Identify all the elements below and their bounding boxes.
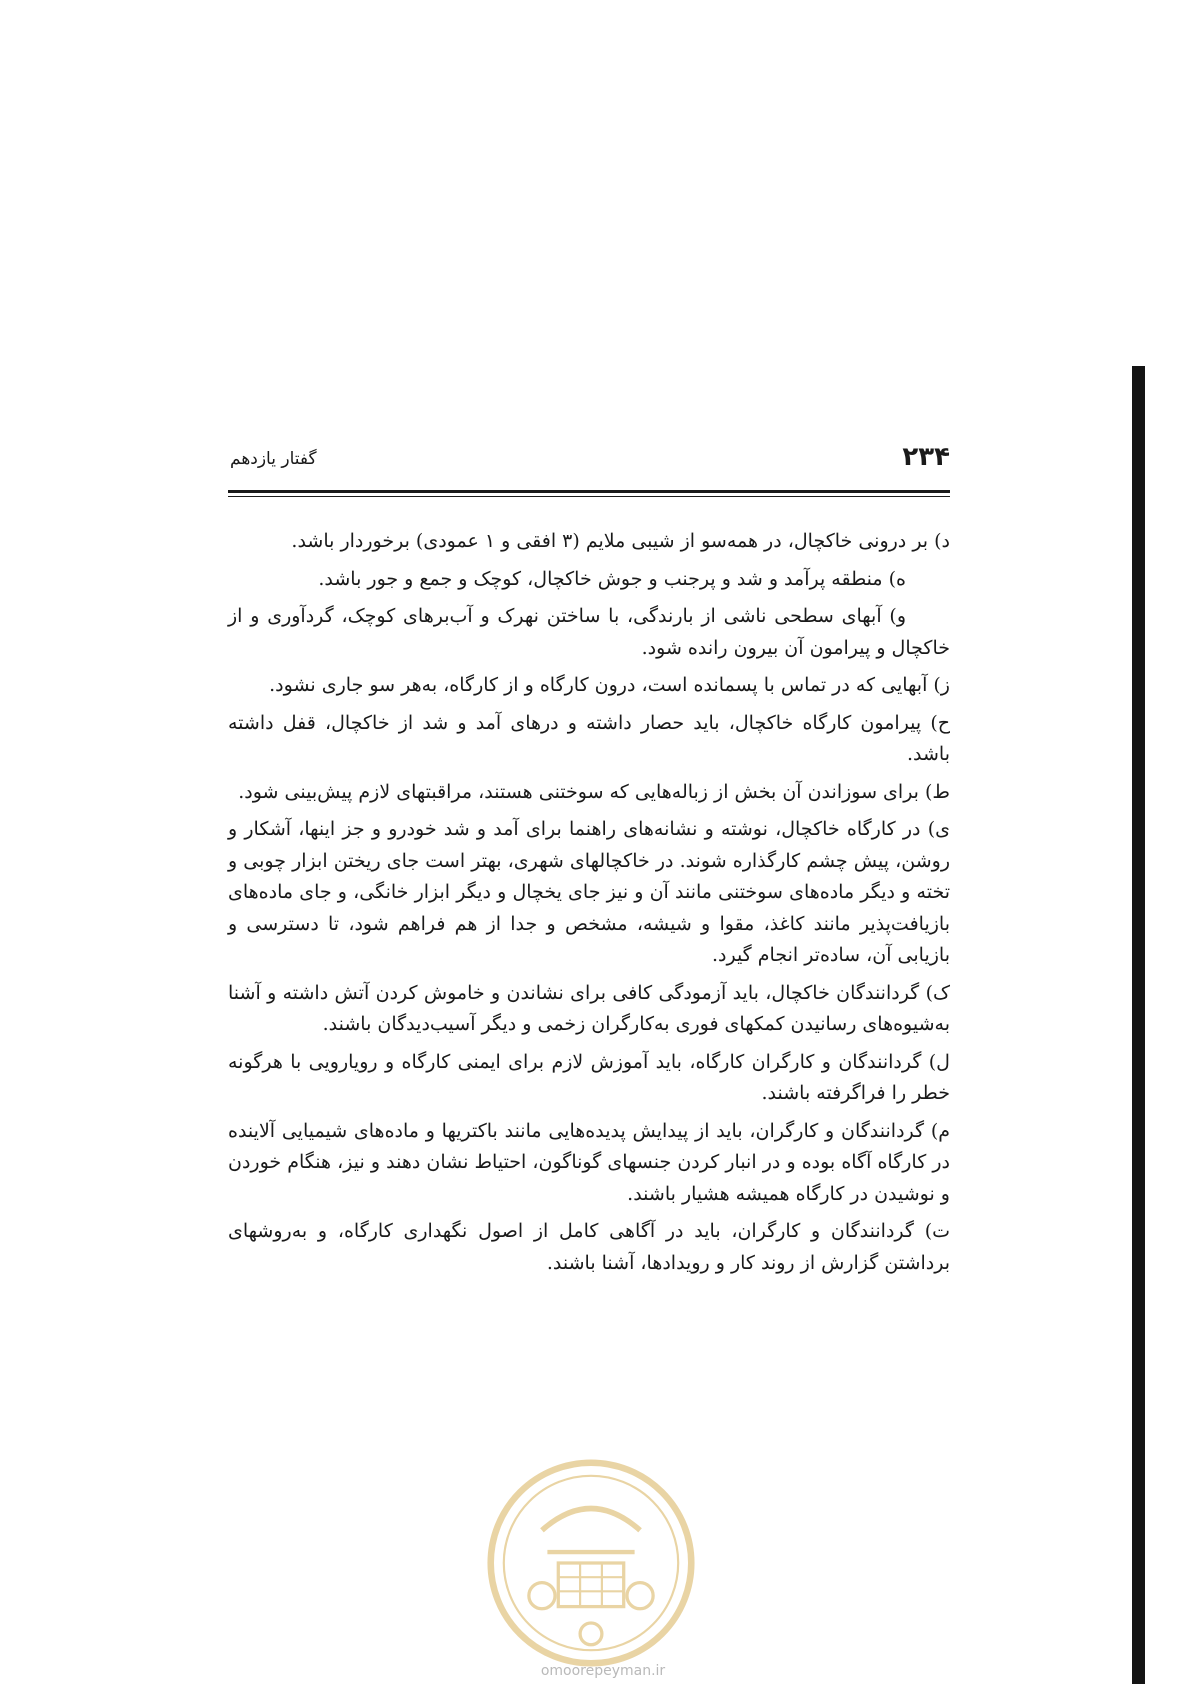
paragraph-y: ی) در کارگاه خاکچال، نوشته و نشانه‌های راهنما برای آمد و شد خودرو و جز اینها، آشکار و روشن، پیش چشم کارگذاره شوند. در خاکچالهای شهری، بهتر است جای ریختن ابزار چوبی و تخته و دیگر ماده‌های سوختنی مانند آن و نیز جای یخچال و دیگر ابزار خانگی، و جای ماده‌های بازیافت‌پذیر مانند کاغذ، مقوا و شیشه، مشخص و جدا از هم فراهم شود، تا دسترسی و بازیابی آن، ساده‌تر انجام گیرد.: [228, 818, 950, 966]
paragraph-d: د) بر درونی خاکچال، در همه‌سو از شیبی ملایم (۳ افقی و ۱ عمودی) برخوردار باشد.: [291, 530, 950, 552]
paragraph-te: ت) گردانندگان و کارگران، باید در آگاهی کامل از اصول نگهداری کارگاه، و به‌روشهای برداشتن گزارش از روند کار و رویدادها، آشنا باشند.: [228, 1220, 950, 1274]
watermark-seal-icon: [482, 1454, 700, 1672]
running-title: گفتار یازدهم: [230, 449, 317, 469]
paragraph-l: ل) گردانندگان و کارگران کارگاه، باید آموزش لازم برای ایمنی کارگاه و رویارویی با هرگونه خطر را فراگرفته باشند.: [228, 1050, 950, 1104]
page-number: ۲۳۴: [902, 442, 950, 472]
paragraph-t: ط) برای سوزاندن آن بخش از زباله‌هایی که سوختنی هستند، مراقبتهای لازم پیش‌بینی شود.: [238, 780, 950, 803]
body-text: [228, 526, 950, 1285]
page-header: [230, 442, 950, 482]
watermark-url: omoorepeyman.ir: [540, 1663, 666, 1679]
paragraph-he: ه) منطقه پرآمد و شد و پرجنب و جوش خاکچال، کوچک و جمع و جور باشد.: [318, 567, 906, 590]
page-edge-bar: [1132, 366, 1145, 1684]
paragraph-h: ح) پیرامون کارگاه خاکچال، باید حصار داشته و درهای آمد و شد از خاکچال، قفل داشته باشد.: [228, 711, 950, 765]
header-rule-thick: [228, 490, 950, 493]
paragraph-vav: و) آبهای سطحی ناشی از بارندگی، با ساختن نهرک و آب‌برهای کوچک، گردآوری و از خاکچال و پیرامون آن بیرون رانده شود.: [228, 605, 950, 659]
header-rule-thin: [228, 496, 950, 497]
paragraph-z: ز) آبهایی که در تماس با پسمانده است، درون کارگاه و از کارگاه، به‌هر سو جاری نشود.: [269, 674, 950, 696]
paragraph-k: ک) گردانندگان خاکچال، باید آزمودگی کافی برای نشاندن و خاموش کردن آتش داشته و آشنا به‌شیوه‌های رسانیدن کمکهای فوری به‌کارگران زخمی و دیگر آسیب‌دیدگان باشند.: [228, 981, 950, 1035]
paragraph-m: م) گردانندگان و کارگران، باید از پیدایش پدیده‌هایی مانند باکتریها و ماده‌های شیمیایی آلاینده در کارگاه آگاه بوده و در انبار کردن جنسهای گوناگون، احتیاط نشان دهند و نیز، هنگام خوردن و نوشیدن در کارگاه همیشه هشیار باشند.: [228, 1119, 950, 1205]
